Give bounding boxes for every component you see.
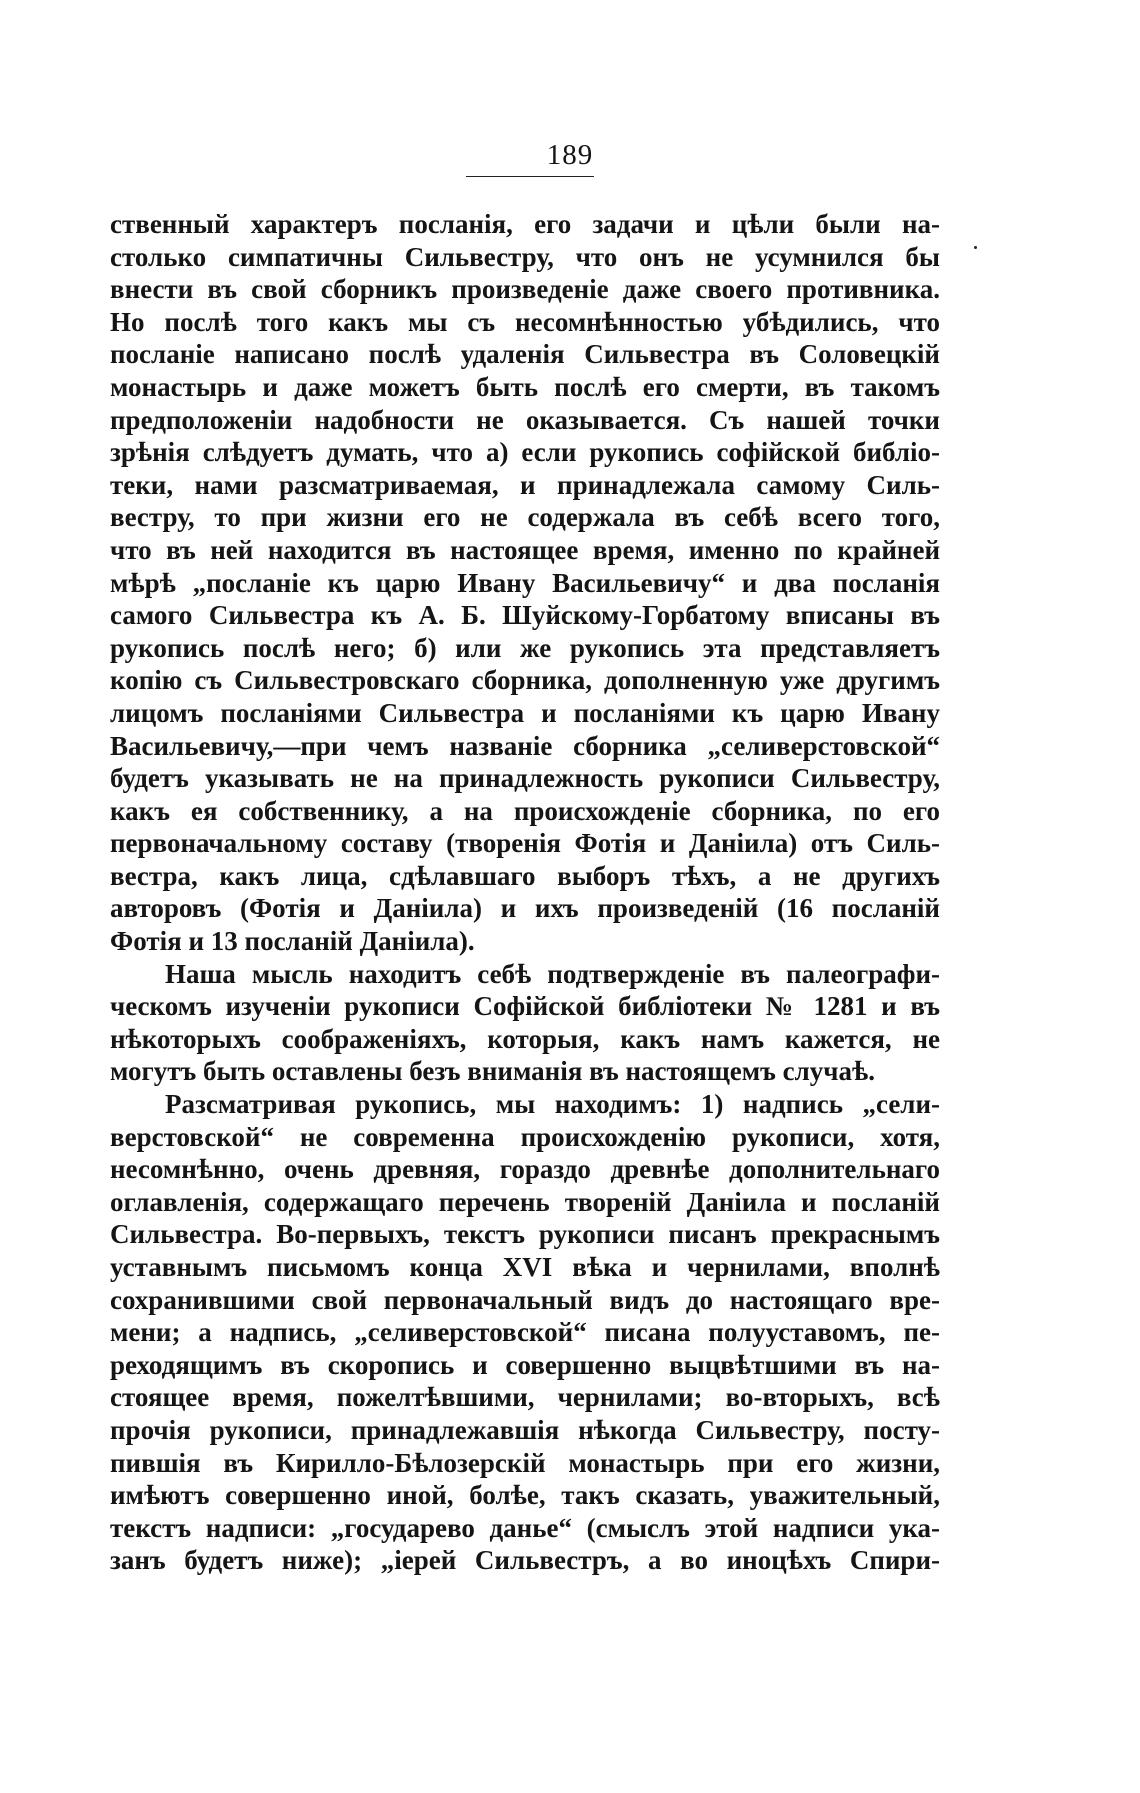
text-line: Сильвестра. Во-первыхъ, текстъ рукописи писанъ прекраснымъ [110,1219,940,1250]
paragraph [110,1088,940,1577]
text-line: стоящее время, пожелтѣвшими, чернилами; во-вторыхъ, всѣ [110,1382,940,1413]
text-line: предположеніи надобности не оказывается. Съ нашей точки [110,404,940,435]
text-line: что въ ней находится въ настоящее время, именно по крайней [110,534,940,565]
text-line: мѣрѣ „посланіе къ царю Ивану Васильевичу“ и два посланія [110,567,940,598]
text-line: занъ будетъ ниже); „іерей Сильвестръ, а во иноцѣхъ Спири- [110,1545,940,1576]
text-line: рукопись послѣ него; б) или же рукопись эта представляетъ [110,632,940,663]
text-line: монастырь и даже можетъ быть послѣ его смерти, въ такомъ [110,371,940,402]
text-line: посланіе написано послѣ удаленія Сильвестра въ Соловецкій [110,339,940,370]
text-line: оглавленія, содержащаго перечень твореній Даніила и посланій [110,1186,940,1217]
text-line: внести въ свой сборникъ произведеніе даже своего противника. [110,274,940,305]
text-line: уставнымъ письмомъ конца XVI вѣка и чернилами, вполнѣ [110,1252,940,1282]
text-line: реходящимъ въ скоропись и совершенно выцвѣтшими въ на- [110,1349,940,1380]
text-line: Разсматривая рукопись, мы находимъ: 1) надпись „сели- [165,1089,940,1120]
text-line: копію съ Сильвестровскаго сборника, дополненную уже другимъ [110,665,940,696]
text-line: могутъ быть оставлены безъ вниманія въ настоящемъ случаѣ. [110,1056,875,1087]
text-line: какъ ея собственнику, а на происхожденіе сборника, по его [110,795,940,826]
text-line: авторовъ (Фотія и Даніила) и ихъ произведеній (16 посланій [110,893,940,924]
text-line: Васильевичу,—при чемъ названіе сборника „селиверстовской“ [110,730,940,761]
page-number: 189 [546,139,594,171]
text-line: самого Сильвестра къ А. Б. Шуйскому-Горбатому вписаны въ [110,600,940,631]
text-line: лицомъ посланіями Сильвестра и посланіями къ царю Ивану [110,697,940,728]
page-number-rule [466,176,594,177]
paragraph [110,208,940,958]
text-line: первоначальному составу (творенія Фотія и Даніила) отъ Силь- [110,828,940,859]
text-line: зрѣнія слѣдуетъ думать, что а) если рукопись софійской библіо- [110,437,940,468]
text-line: верстовской“ не современна происхожденію рукописи, хотя, [110,1121,940,1152]
text-line: несомнѣнно, очень древняя, гораздо древнѣе дополнительнаго [110,1154,940,1185]
text-line: имѣютъ совершенно иной, болѣе, такъ сказать, уважительный, [110,1480,940,1511]
body-text [110,208,940,1577]
text-line: мени; а надпись, „селиверстовской“ писана полууставомъ, пе- [110,1317,940,1348]
text-line: теки, нами разсматриваемая, и принадлежала самому Силь- [110,469,940,500]
text-line: Наша мысль находитъ себѣ подтвержденіе въ палеографи- [165,958,940,989]
text-line: Фотія и 13 посланій Даніила). [110,926,475,957]
text-line: текстъ надписи: „государево данье“ (смыслъ этой надписи ука- [110,1512,940,1543]
text-line: Но послѣ того какъ мы съ несомнѣнностью убѣдились, что [110,306,940,337]
text-line: будетъ указывать не на принадлежность рукописи Сильвестру, [110,763,940,794]
text-line: вестру, то при жизни его не содержала въ себѣ всего того, [110,502,940,533]
text-line: столько симпатичны Сильвестру, что онъ не усумнился бы [110,241,940,272]
print-speck [974,246,977,249]
text-line: нѣкоторыхъ соображеніяхъ, которыя, какъ намъ кажется, не [110,1023,940,1054]
text-line: вестра, какъ лица, сдѣлавшаго выборъ тѣхъ, а не другихъ [110,860,940,891]
text-line: сохранившими свой первоначальный видъ до настоящаго вре- [110,1284,940,1315]
paragraph [110,958,940,1088]
text-line: ственный характеръ посланія, его задачи и цѣли были на- [110,209,940,239]
text-line: ческомъ изученіи рукописи Софійской библіотеки № 1281 и въ [110,991,940,1022]
text-line: пившія въ Кирилло-Бѣлозерскій монастырь при его жизни, [110,1447,940,1478]
text-line: прочія рукописи, принадлежавшія нѣкогда Сильвестру, посту- [110,1414,940,1445]
